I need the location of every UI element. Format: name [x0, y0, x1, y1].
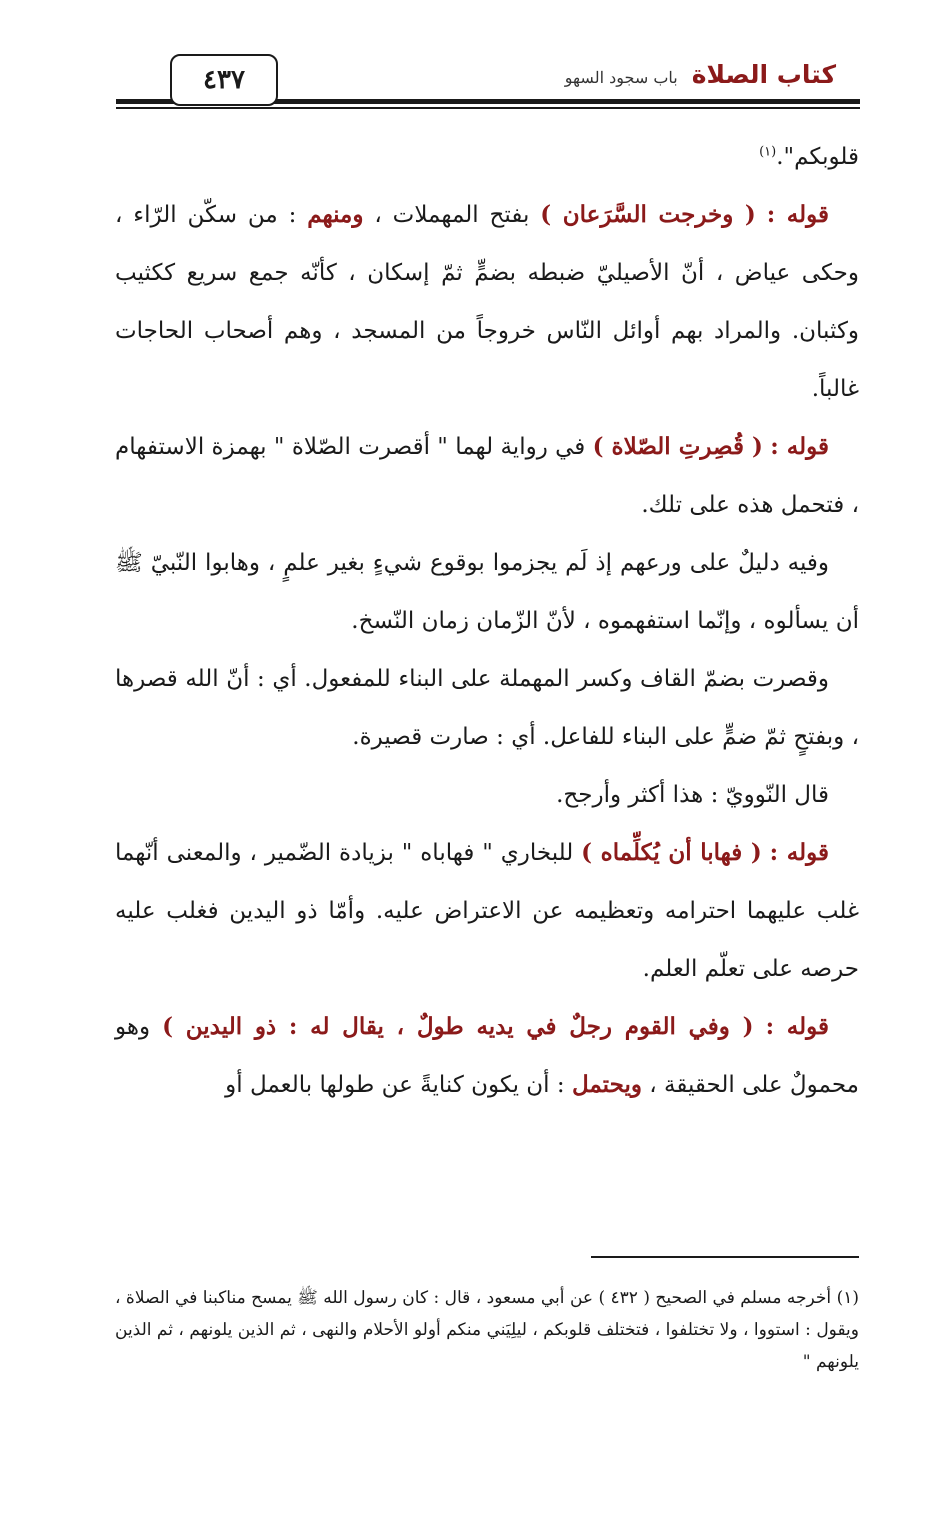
paragraph-3-text: في رواية لهما " أقصرت الصّلاة " بهمزة الاستفهام ، فتحمل هذه على تلك.	[115, 434, 859, 518]
paragraph-7	[115, 824, 859, 998]
paragraph-2-text-b: : من سكّن الرّاء ، وحكى عياض ، أنّ الأصيليّ ضبطه بضمٍّ ثمّ إسكان ، كأنّه جمع سريع ككثيب وكثبان. والمراد بهم أوائل النّاس خروجاً من المسجد ، وهم أصحاب الحاجات غالباً.	[115, 202, 859, 402]
qawl-label: قوله :	[769, 839, 829, 866]
paragraph-3	[115, 418, 859, 534]
qawl-label: قوله :	[765, 1013, 829, 1040]
paragraph-5: وقصرت بضمّ القاف وكسر المهملة على البناء للمفعول. أي : أنّ الله قصرها ، وبفتحٍ ثمّ ضمٍّ على البناء للفاعل. أي : صارت قصيرة.	[115, 666, 859, 750]
page-header	[116, 48, 860, 108]
paragraph-2-text-a: بفتح المهملات ،	[363, 202, 541, 228]
qawl-label: قوله :	[770, 433, 829, 460]
paragraph-8-text-a: وهو محمولٌ على الحقيقة ،	[115, 1014, 859, 1098]
quoted-phrase: ( فهابا أن يُكلِّماه )	[581, 839, 762, 866]
quoted-phrase: ( قُصِرتِ الصّلاة )	[592, 433, 763, 460]
header-rule-thin	[116, 107, 860, 109]
paragraph-2	[115, 186, 859, 418]
paragraph-8	[115, 998, 859, 1114]
paragraph-8-text-b: : أن يكون كنايةً عن طولها بالعمل أو	[225, 1072, 572, 1098]
quoted-phrase: ( وفي القوم رجلٌ في يديه طولٌ ، يقال له : ذو اليدين )	[162, 1013, 754, 1040]
paragraph-6: قال النّوويّ : هذا أكثر وأرجح.	[556, 782, 829, 808]
chapter-title: باب سجود السهو	[564, 68, 678, 87]
book-title: كتاب الصلاة	[691, 60, 836, 89]
footnote-1: (١) أخرجه مسلم في الصحيح ( ٤٣٢ ) عن أبي مسعود ، قال : كان رسول الله ﷺ يمسح مناكبنا في الصلاة ، ويقول : استووا ، ولا تختلفوا ، فتختلف قلوبكم ، ليلِيَني منكم أولو الأحلام والنهى ، ثم الذين يلونهم ، ثم الذين يلونهم "	[115, 1288, 859, 1372]
footnote-separator	[591, 1256, 859, 1258]
page-number: ٤٣٧	[170, 54, 278, 106]
highlight-term: ويحتمل	[571, 1071, 642, 1098]
page-body	[115, 128, 859, 1114]
paragraph-4: وفيه دليلٌ على ورعهم إذ لَم يجزموا بوقوع شيءٍ بغير علمٍ ، وهابوا النّبيّ ﷺ أن يسألوه ، وإنّما استفهموه ، لأنّ الزّمان زمان النّسخ.	[115, 550, 859, 634]
paragraph-7-text: للبخاري " فهاباه " بزيادة الضّمير ، والمعنى أنّهما غلب عليهما احترامه وتعظيمه عن الاعتراض عليه. وأمّا ذو اليدين فغلب عليه حرصه على تعلّم العلم.	[115, 840, 859, 982]
qawl-label: قوله :	[766, 201, 829, 228]
quoted-phrase: ( وخرجت السَّرَعان )	[540, 201, 756, 228]
header-titles	[565, 60, 836, 89]
footnote-ref-1[interactable]: (١)	[759, 144, 777, 160]
paragraph-1	[115, 128, 859, 186]
highlight-term: ومنهم	[307, 201, 364, 228]
footnotes	[115, 1282, 859, 1378]
paragraph-1-text: قلوبكم".	[776, 144, 859, 170]
